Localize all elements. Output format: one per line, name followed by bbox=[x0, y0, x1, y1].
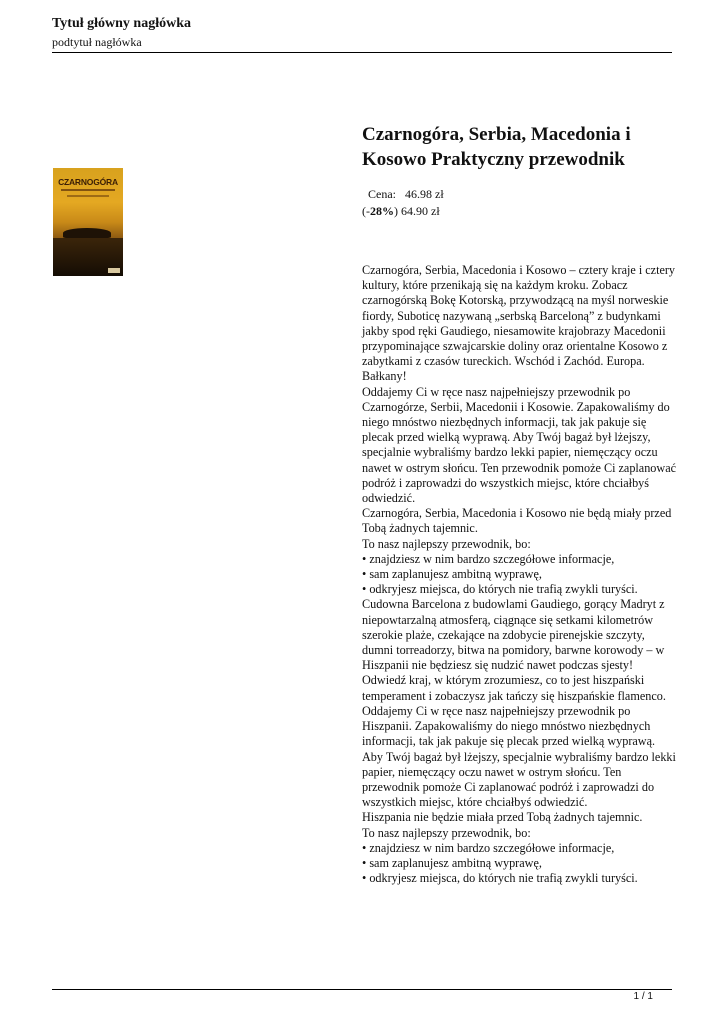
header-divider bbox=[52, 52, 672, 53]
description-bullet: • odkryjesz miejsca, do których nie trafią zwykli turyści. bbox=[362, 871, 638, 886]
book-cover-image[interactable] bbox=[53, 168, 123, 276]
price-block bbox=[362, 186, 444, 220]
description-paragraph: Oddajemy Ci w ręce nasz najpełniejszy przewodnik po Czarnogórze, Serbii, Macedonii i Kosowie. Zapakowaliśmy do niego mnóstwo niezbędnych informacji, tak jak pakuje się plecak przed wielką wyprawą. Aby Twój bagaż był lżejszy, specjalnie wybraliśmy bardzo lekki papier, niemęczący oczu nawet w ostrym słońcu. Ten przewodnik pomoże Ci zaplanować podróż i zaprowadzi do wszystkich miejsc, które chciałbyś odwiedzić. bbox=[362, 384, 677, 506]
cover-title: CZARNOGÓRA bbox=[58, 177, 118, 187]
description-paragraph: Hiszpania nie będzie miała przed Tobą żadnych tajemnic. bbox=[362, 810, 643, 825]
price-label: Cena: bbox=[368, 187, 396, 201]
description-paragraph: Czarnogóra, Serbia, Macedonia i Kosowo – cztery kraje i cztery kultury, które przenikają się na każdym kroku. Zobacz czarnogórską Bokę Kotorską, przywodzącą na myśl norweskie fiordy, Suboticę nazywaną „serbską Barceloną” z budynkami jakby spod ręki Gaudiego, niesamowite krajobrazy Macedonii przypominające szwajcarskie doliny oraz orientalne Kosowo z zabytkami z czasów tureckich. Wschód i Zachód. Europa. Bałkany! bbox=[362, 263, 676, 384]
discount-percent: 28% bbox=[370, 204, 394, 218]
book-title: Czarnogóra, Serbia, Macedonia i Kosowo Praktyczny przewodnik bbox=[362, 124, 631, 170]
price-line bbox=[362, 186, 444, 203]
cover-subtitle-graphic-2 bbox=[67, 195, 109, 197]
cover-island-graphic bbox=[63, 228, 111, 238]
description-paragraph: Czarnogóra, Serbia, Macedonia i Kosowo nie będą miały przed Tobą żadnych tajemnic. bbox=[362, 506, 672, 536]
description-paragraph: Cudowna Barcelona z budowlami Gaudiego, gorący Madryt z niepowtarzalną atmosferą, ciągnące się setkami kilometrów szerokie plaże, czekające na zdobycie pirenejskie szczyty, dumni torreadorzy, bitwa na pomidory, barwne korowody – w Hiszpanii nie będziesz się nudzić nawet podczas sjesty! Odwiedź kraj, w którym zrozumiesz, co to jest hiszpański temperament i zobaczysz jak tańczy się hiszpańskie flamenco. bbox=[362, 597, 666, 703]
description-bullet: • znajdziesz w nim bardzo szczegółowe informacje, bbox=[362, 551, 615, 566]
publisher-logo bbox=[108, 268, 120, 273]
description-bullet: • znajdziesz w nim bardzo szczegółowe informacje, bbox=[362, 840, 615, 855]
discount-close: ) bbox=[394, 204, 398, 218]
price-value: 46.98 zł bbox=[405, 187, 444, 201]
description-paragraph: To nasz najlepszy przewodnik, bo: bbox=[362, 825, 531, 840]
header-title: Tytuł główny nagłówka bbox=[52, 16, 191, 31]
old-price: 64.90 zł bbox=[401, 204, 440, 218]
header-subtitle: podtytuł nagłówka bbox=[52, 35, 142, 49]
footer-divider bbox=[52, 989, 672, 990]
description-bullet: • sam zaplanujesz ambitną wyprawę, bbox=[362, 855, 542, 870]
description-bullet: • sam zaplanujesz ambitną wyprawę, bbox=[362, 567, 542, 582]
cover-subtitle-graphic bbox=[61, 189, 115, 191]
discount-open: (- bbox=[362, 204, 370, 218]
page-number: 1 / 1 bbox=[633, 991, 653, 1002]
description-paragraph: Oddajemy Ci w ręce nasz najpełniejszy przewodnik po Hiszpanii. Zapakowaliśmy do niego mnóstwo niezbędnych informacji, tak jak pakuje się plecak przed wielką wyprawą. Aby Twój bagaż był lżejszy, specjalnie wybraliśmy bardzo lekki papier, niemęczący oczu nawet w ostrym słońcu. Ten przewodnik pomoże Ci zaplanować podróż i zaprowadzi do wszystkich miejsc, które chciałbyś odwiedzić. bbox=[362, 703, 676, 810]
page-header bbox=[52, 16, 672, 50]
discount-line bbox=[362, 203, 444, 220]
description-bullet: • odkryjesz miejsca, do których nie trafią zwykli turyści. bbox=[362, 582, 638, 597]
book-description bbox=[362, 263, 677, 886]
description-paragraph: To nasz najlepszy przewodnik, bo: bbox=[362, 536, 531, 551]
